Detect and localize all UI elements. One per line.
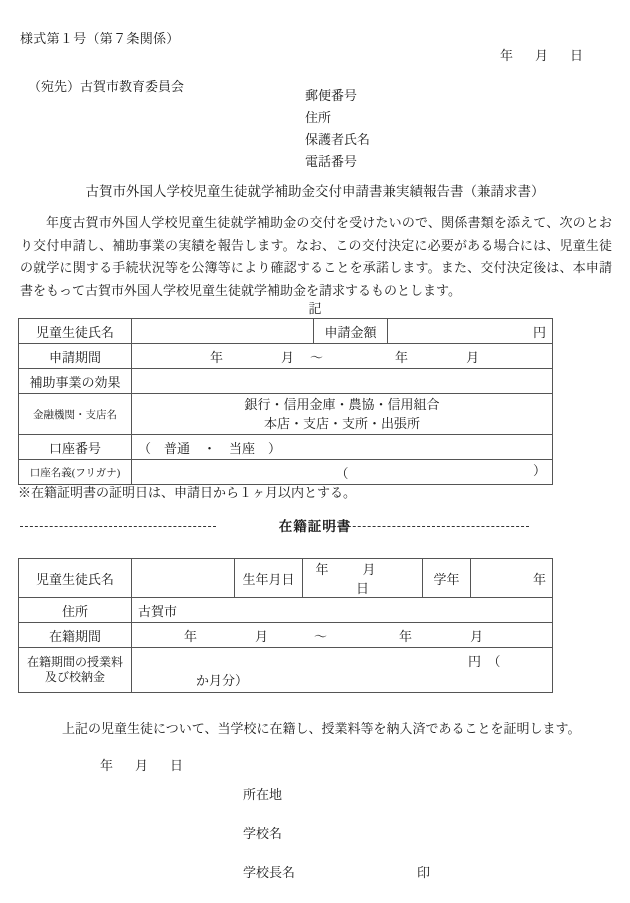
cell-value-account-holder-kana[interactable]: [132, 460, 553, 485]
cert-cell-value-tuition[interactable]: [132, 648, 553, 693]
table-row: [19, 344, 553, 369]
applicant-field-guardian-name: 保護者氏名: [305, 132, 371, 147]
applicant-info-block: [305, 85, 370, 173]
date-top-day: 日: [570, 48, 584, 63]
cell-label-student-name: 児童生徒氏名: [19, 319, 132, 344]
period-month-1: 月: [281, 349, 295, 365]
cell-value-bank-branch[interactable]: [132, 394, 553, 435]
tuition-unit-yen: 円 （: [468, 654, 501, 669]
tuition-label-line-1: 在籍期間の授業料: [26, 655, 123, 669]
body-paragraph: 年度古賀市外国人学校児童生徒就学補助金の交付を受けたいので、関係書類を添えて、次のとおり交付申請し、補助事業の実績を報告します。なお、この交付決定に必要がある場合には、児童生徒の就学に関する手続状況等を公簿等により確認することを承諾します。また、交付決定後は、本申請書をもって古賀市外国人学校児童生徒就学補助金を請求するものとします。: [20, 215, 612, 298]
table-row: [19, 369, 553, 394]
tuition-months: か月分）: [196, 673, 249, 688]
birth-day: 日: [355, 581, 369, 596]
cert-cell-label-grade: 学年: [423, 559, 471, 598]
table-row: [19, 623, 553, 648]
table-row: [19, 598, 553, 623]
birth-year: 年: [315, 562, 329, 577]
certificate-heading-block: [0, 515, 630, 537]
form-number: 様式第１号（第７条関係）: [20, 31, 180, 46]
cert-cell-label-student-name: 児童生徒氏名: [19, 559, 132, 598]
cert-cell-label-enrollment-period: 在籍期間: [19, 623, 132, 648]
cell-value-application-period[interactable]: [132, 344, 553, 369]
date-line-bottom: [100, 755, 183, 774]
ki-marker: 記: [308, 301, 322, 316]
enroll-month-2: 月: [470, 628, 484, 644]
cert-cell-label-address: 住所: [19, 598, 132, 623]
period-year-2: 年: [395, 349, 409, 365]
applicant-field-phone-number: 電話番号: [305, 154, 358, 169]
cell-label-application-period: 申請期間: [19, 344, 132, 369]
cert-cell-label-tuition: [19, 648, 132, 693]
school-field-school-name: 学校名: [243, 826, 283, 841]
period-year-1: 年: [210, 349, 224, 365]
period-tilde: ～: [310, 349, 324, 365]
tuition-label-line-2: 及び校納金: [44, 670, 105, 684]
amount-unit-yen: 円: [532, 324, 546, 340]
date-top-month: 月: [535, 48, 549, 63]
cell-value-student-name[interactable]: [132, 319, 314, 344]
cell-label-project-effect: 補助事業の効果: [19, 369, 132, 394]
account-holder-paren-open: （: [335, 465, 349, 481]
school-field-location: 所在地: [243, 787, 283, 802]
enroll-year-2: 年: [399, 628, 413, 644]
note-text: ※在籍証明書の証明日は、申請日から１ヶ月以内とする。: [18, 485, 357, 500]
birth-month: 月: [362, 562, 376, 577]
cell-value-account-number[interactable]: （ 普通 ・ 当座 ）: [132, 435, 553, 460]
cell-value-project-effect[interactable]: [132, 369, 553, 394]
cell-label-account-holder-kana: 口座名義(フリガナ): [19, 460, 132, 485]
application-table: [18, 318, 553, 485]
enroll-tilde: ～: [314, 628, 328, 644]
date-bottom-month: 月: [135, 758, 149, 773]
cell-label-application-amount: 申請金額: [314, 319, 388, 344]
cert-cell-value-address[interactable]: 古賀市: [132, 598, 553, 623]
table-row: [19, 394, 553, 435]
school-signature-block: [243, 775, 430, 892]
seal-mark: 印: [417, 865, 431, 880]
school-field-principal-name: [243, 853, 430, 892]
addressee: （宛先）古賀市教育委員会: [28, 79, 185, 94]
account-holder-paren-close: ）: [532, 463, 546, 478]
certificate-table: [18, 558, 553, 693]
table-row: [19, 648, 553, 693]
cell-label-account-number: 口座番号: [19, 435, 132, 460]
date-line-top: [500, 45, 583, 64]
enroll-month-1: 月: [255, 628, 269, 644]
certification-statement: 上記の児童生徒について、当学校に在籍し、授業料等を納入済であることを証明します。: [62, 721, 581, 736]
document-title: 古賀市外国人学校児童生徒就学補助金交付申請書兼実績報告書（兼請求書）: [85, 184, 545, 199]
certificate-heading: 在籍証明書: [278, 519, 352, 534]
grade-unit-year: 年: [532, 571, 546, 587]
enroll-year-1: 年: [184, 628, 198, 644]
cert-cell-value-enrollment-period[interactable]: [132, 623, 553, 648]
table-row: [19, 460, 553, 485]
cert-cell-value-grade[interactable]: [471, 559, 553, 598]
branch-type-options: 本店・支店・支所・出張所: [263, 416, 420, 431]
date-top-year: 年: [500, 48, 514, 63]
period-month-2: 月: [466, 349, 480, 365]
table-row: [19, 319, 553, 344]
applicant-field-postal-code: 郵便番号: [305, 88, 358, 103]
cell-value-application-amount[interactable]: [388, 319, 553, 344]
bank-type-options: 銀行・信用金庫・農協・信用組合: [244, 397, 440, 412]
cell-label-bank-branch: 金融機関・支店名: [19, 394, 132, 435]
applicant-field-address: 住所: [305, 110, 332, 125]
table-row: [19, 559, 553, 598]
date-bottom-year: 年: [100, 758, 114, 773]
principal-name-label: 学校長名: [243, 865, 296, 880]
table-row: [19, 435, 553, 460]
cert-cell-label-birth-date: 生年月日: [235, 559, 303, 598]
cert-cell-value-birth-date[interactable]: [303, 559, 423, 598]
cert-cell-value-student-name[interactable]: [132, 559, 235, 598]
date-bottom-day: 日: [170, 758, 184, 773]
